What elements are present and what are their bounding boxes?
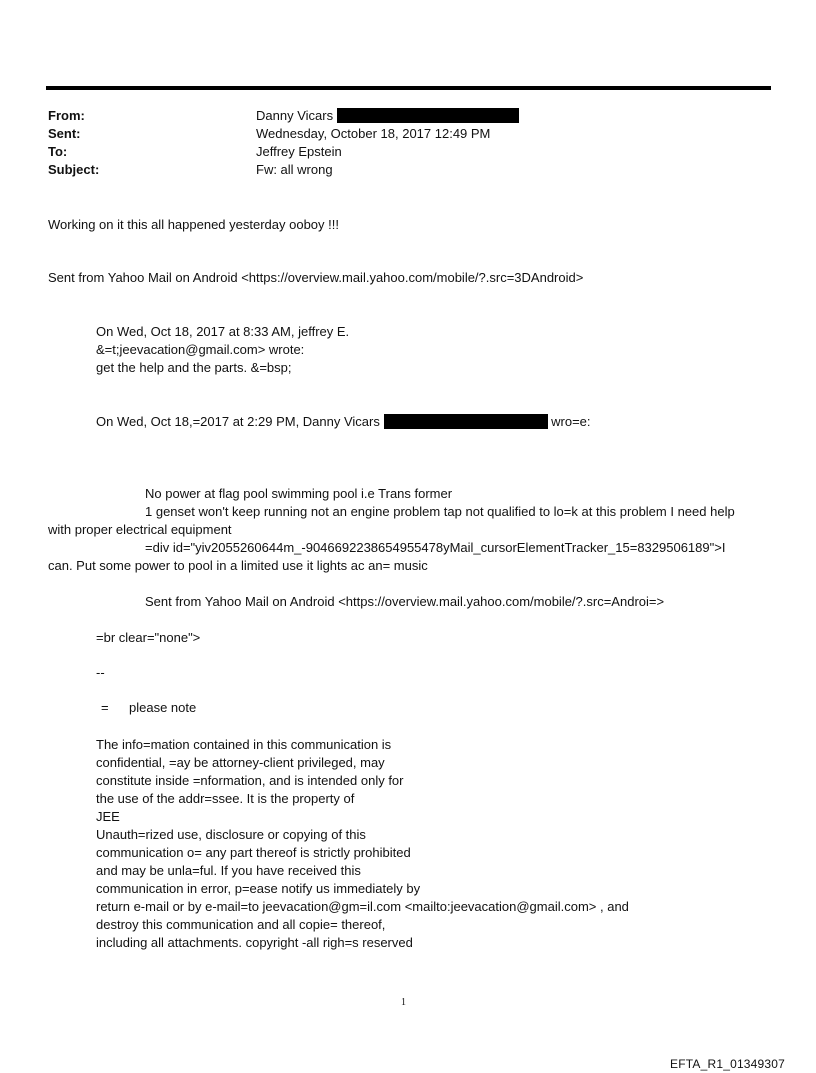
disclaimer-line: destroy this communication and all copie= thereof, — [96, 917, 386, 932]
disclaimer-line: JEE — [96, 809, 120, 824]
note-text: please note — [129, 700, 197, 715]
redaction-box — [384, 414, 548, 429]
to-label: To: — [48, 144, 68, 159]
subject-label: Subject: — [48, 162, 100, 177]
header-rule — [46, 86, 771, 90]
disclaimer-line: including all attachments. copyright -all righ=s reserved — [96, 935, 413, 950]
message-line-2a: 1 genset won't keep running not an engine problem tap not qualified to lo=k at this problem I need help — [145, 504, 735, 519]
disclaimer-line: and may be unla=ful. If you have received this — [96, 863, 361, 878]
quote2-pre: On Wed, Oct 18,=2017 at 2:29 PM, Danny Vicars — [96, 414, 380, 429]
note-equals: = — [101, 700, 109, 715]
sent-label: Sent: — [48, 126, 81, 141]
disclaimer-line: confidential, =ay be attorney-client privileged, may — [96, 755, 385, 770]
disclaimer-line: communication in error, p=ease notify us immediately by — [96, 881, 421, 896]
to-value: Jeffrey Epstein — [256, 144, 342, 159]
quote1-line-3: get the help and the parts. &=bsp; — [96, 360, 292, 375]
from-value — [256, 107, 519, 125]
disclaimer-line: constitute inside =nformation, and is intended only for — [96, 773, 404, 788]
disclaimer-line: Unauth=rized use, disclosure or copying of this — [96, 827, 366, 842]
from-label: From: — [48, 108, 85, 123]
message-line-2b: with proper electrical equipment — [48, 522, 232, 537]
message-line-1: No power at flag pool swimming pool i.e Trans former — [145, 486, 453, 501]
disclaimer-line: The info=mation contained in this communication is — [96, 737, 392, 752]
redaction-box — [337, 108, 519, 123]
disclaimer-line: return e-mail or by e-mail=to jeevacation@gm=il.com <mailto:jeevacation@gmail.com> , and — [96, 899, 629, 914]
body-line-1: Working on it this all happened yesterday ooboy !!! — [48, 217, 339, 232]
quote1-line-1: On Wed, Oct 18, 2017 at 8:33 AM, jeffrey E. — [96, 324, 350, 339]
message-line-3b: can. Put some power to pool in a limited use it lights ac an= music — [48, 558, 428, 573]
sent-from-line: Sent from Yahoo Mail on Android <https://overview.mail.yahoo.com/mobile/?.src=3DAndroid> — [48, 270, 584, 285]
disclaimer-line: communication o= any part thereof is strictly prohibited — [96, 845, 411, 860]
quote2-header — [96, 413, 591, 431]
subject-value: Fw: all wrong — [256, 162, 333, 177]
br-line: =br clear="none"> — [96, 630, 201, 645]
from-name: Danny Vicars — [256, 108, 334, 123]
page-number: 1 — [401, 997, 406, 1008]
disclaimer-line: the use of the addr=ssee. It is the property of — [96, 791, 355, 806]
quote2-post: wro=e: — [551, 414, 591, 429]
sent-from-line-2: Sent from Yahoo Mail on Android <https://overview.mail.yahoo.com/mobile/?.src=Androi=> — [145, 594, 665, 609]
sent-value: Wednesday, October 18, 2017 12:49 PM — [256, 126, 491, 141]
signature-dashes: -- — [96, 665, 105, 680]
document-id: EFTA_R1_01349307 — [670, 1057, 786, 1071]
message-line-3a: =div id="yiv2055260644m_-9046692238654955478yMail_cursorElementTracker_15=8329506189">I — [145, 540, 726, 555]
quote1-line-2: &=t;jeevacation@gmail.com> wrote: — [96, 342, 305, 357]
